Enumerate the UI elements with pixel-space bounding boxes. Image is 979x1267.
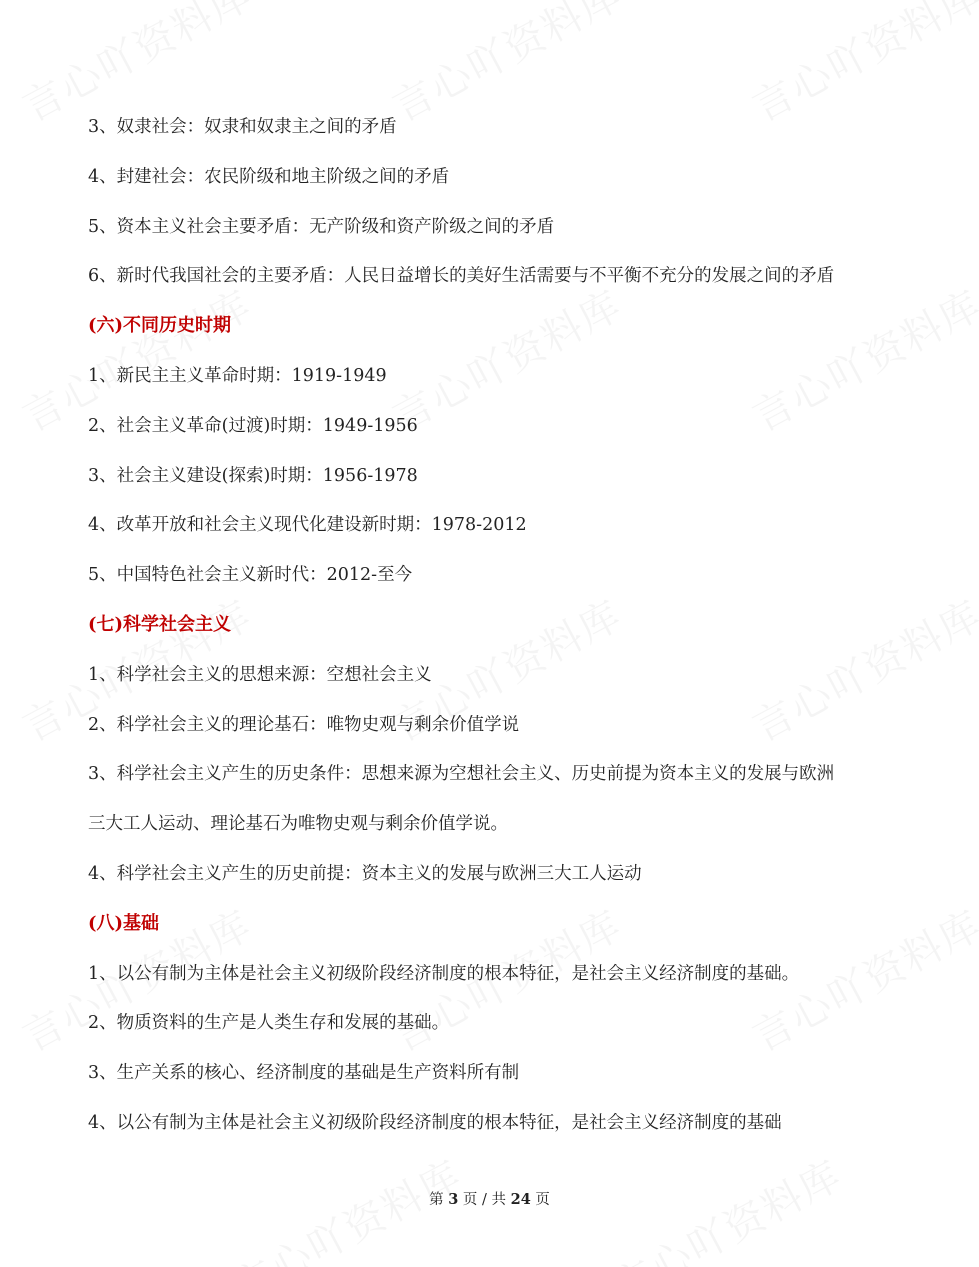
text-line: 1、新民主主义革命时期：1919-1949 bbox=[88, 365, 387, 386]
text-line: 2、社会主义革命(过渡)时期：1949-1956 bbox=[88, 415, 418, 436]
current-page-number: 3 bbox=[448, 1191, 459, 1208]
document-body bbox=[88, 108, 908, 1154]
text-line: 2、物质资料的生产是人类生存和发展的基础。 bbox=[88, 1013, 450, 1034]
page-footer bbox=[0, 1188, 979, 1209]
text-line: 1、以公有制为主体是社会主义初级阶段经济制度的根本特征，是社会主义经济制度的基础。 bbox=[88, 963, 800, 984]
section-heading: (六)不同历史时期 bbox=[88, 315, 232, 337]
text-line: 3、社会主义建设(探索)时期：1956-1978 bbox=[88, 465, 418, 486]
text-line: 4、封建社会：农民阶级和地主阶级之间的矛盾 bbox=[88, 166, 450, 187]
footer-suffix: 页 bbox=[530, 1192, 550, 1208]
text-line: 4、以公有制为主体是社会主义初级阶段经济制度的根本特征，是社会主义经济制度的基础 bbox=[88, 1112, 782, 1133]
text-line: 1、科学社会主义的思想来源：空想社会主义 bbox=[88, 664, 432, 685]
text-line: 2、科学社会主义的理论基石：唯物史观与剩余价值学说 bbox=[88, 714, 520, 735]
text-line: 3、科学社会主义产生的历史条件：思想来源为空想社会主义、历史前提为资本主义的发展与欧洲 bbox=[88, 764, 835, 785]
text-line: 5、资本主义社会主要矛盾：无产阶级和资产阶级之间的矛盾 bbox=[88, 216, 555, 237]
text-line: 5、中国特色社会主义新时代：2012-至今 bbox=[88, 565, 413, 586]
text-line: 6、新时代我国社会的主要矛盾：人民日益增长的美好生活需要与不平衡不充分的发展之间的矛盾 bbox=[88, 266, 835, 287]
total-page-number: 24 bbox=[510, 1191, 531, 1208]
text-line: 3、奴隶社会：奴隶和奴隶主之间的矛盾 bbox=[88, 117, 397, 137]
footer-middle: 页 / 共 bbox=[458, 1192, 511, 1208]
text-line: 4、科学社会主义产生的历史前提：资本主义的发展与欧洲三大工人运动 bbox=[88, 863, 642, 884]
section-heading: (七)科学社会主义 bbox=[88, 613, 232, 635]
text-line: 三大工人运动、理论基石为唯物史观与剩余价值学说。 bbox=[88, 814, 508, 835]
text-line: 4、改革开放和社会主义现代化建设新时期：1978-2012 bbox=[88, 515, 527, 536]
section-heading: (八)基础 bbox=[88, 912, 160, 934]
text-line: 3、生产关系的核心、经济制度的基础是生产资料所有制 bbox=[88, 1063, 520, 1084]
footer-prefix: 第 bbox=[429, 1192, 449, 1208]
